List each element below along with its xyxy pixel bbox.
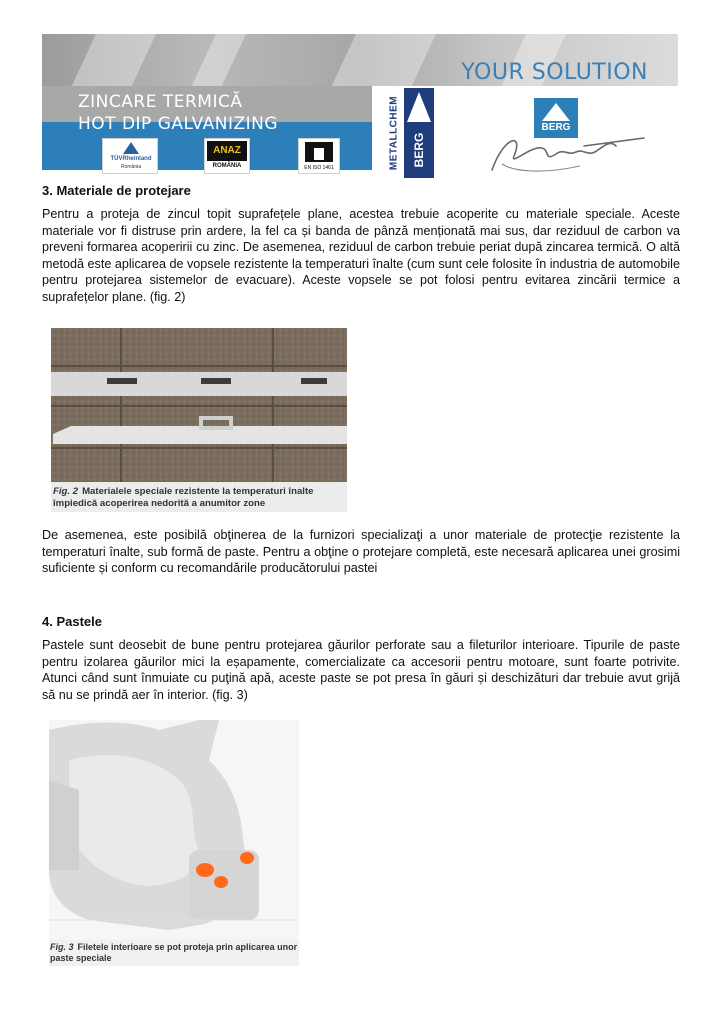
header-banner [42,34,678,178]
metallchem-vertical-logo: METALLCHEM [384,88,404,178]
figure-3-caption: Fig. 3 Filetele interioare se pot proteja prin aplicarea unor paste speciale [50,942,298,963]
iso-certification-logo: EN ISO 1461 [298,138,340,174]
banner-slogan: YOUR SOLUTION [461,60,648,85]
banner-title-en: HOT DIP GALVANIZING [78,114,279,134]
section-3-heading: 3. Materiale de protejare [42,183,191,198]
banner-title-ro: ZINCARE TERMICĂ [78,92,243,112]
section-4-heading: 4. Pastele [42,614,102,629]
figure-2-caption: Fig. 2 Materialele speciale rezistente la temperaturi înalte împiedică acoperirea nedorită a anumitor zone [53,486,314,509]
mountain-icon [407,92,431,122]
figure-2-photo [51,328,347,482]
section-3-paragraph-2: De asemenea, este posibilă obţinerea de la furnizori specializaţi a unor materiale de protecţie rezistente la temperaturi înalte, sub formă de paste. Pentru a obţine o protejare completă, este necesară aplicarea unei grosimi suficiente și conform cu recomandările producătorului pastei [42,528,680,576]
section-4-paragraph-1: Pastele sunt deosebit de bune pentru protejarea găurilor perforate sau a fileturilor interioare. Tipurile de paste pentru izolarea găurilor mici la eșapamente, comercializate ca accesorii pentru motoare, sunt foarte potrivite. Atunci când sunt înmuiate cu puţină apă, aceste paste se pot presa în găuri și deschizături dar trebuie avut grijă să nu se prindă aer în interior. (fig. 3) [42,638,680,702]
berg-logo: BERG [534,98,578,138]
figure-3-photo [49,720,299,940]
berg-vertical-logo: BERG [404,88,434,178]
signature-image [484,126,654,178]
iso-mark-icon [305,142,333,162]
tuv-certification-logo: TÜVRheinland România [102,138,158,174]
tuv-triangle-icon [123,142,139,154]
mountain-icon [542,103,570,121]
anaz-certification-logo: ANAZ ROMÂNIA [204,138,250,174]
section-3-paragraph-1: Pentru a proteja de zincul topit suprafețele plane, acestea trebuie acoperite cu materiale speciale. Aceste materiale vor fi distruse prin ardere, la fel ca și banda de pânză menționată mai sus, dar reziduul de carbon va preveni formarea acoperirii cu zinc. De asemenea, reziduul de carbon trebuie periat după zincarea termică. O altă metodă este aplicarea de vopsele rezistente la temperaturi înalte (cum sunt cele folosite în industria de automobile pentru protejarea sistemelor de evacuare). Aceste vopsele se pot folosi pentru evitarea zincării termice a suprafețelor plane. (fig. 2) [42,207,680,304]
